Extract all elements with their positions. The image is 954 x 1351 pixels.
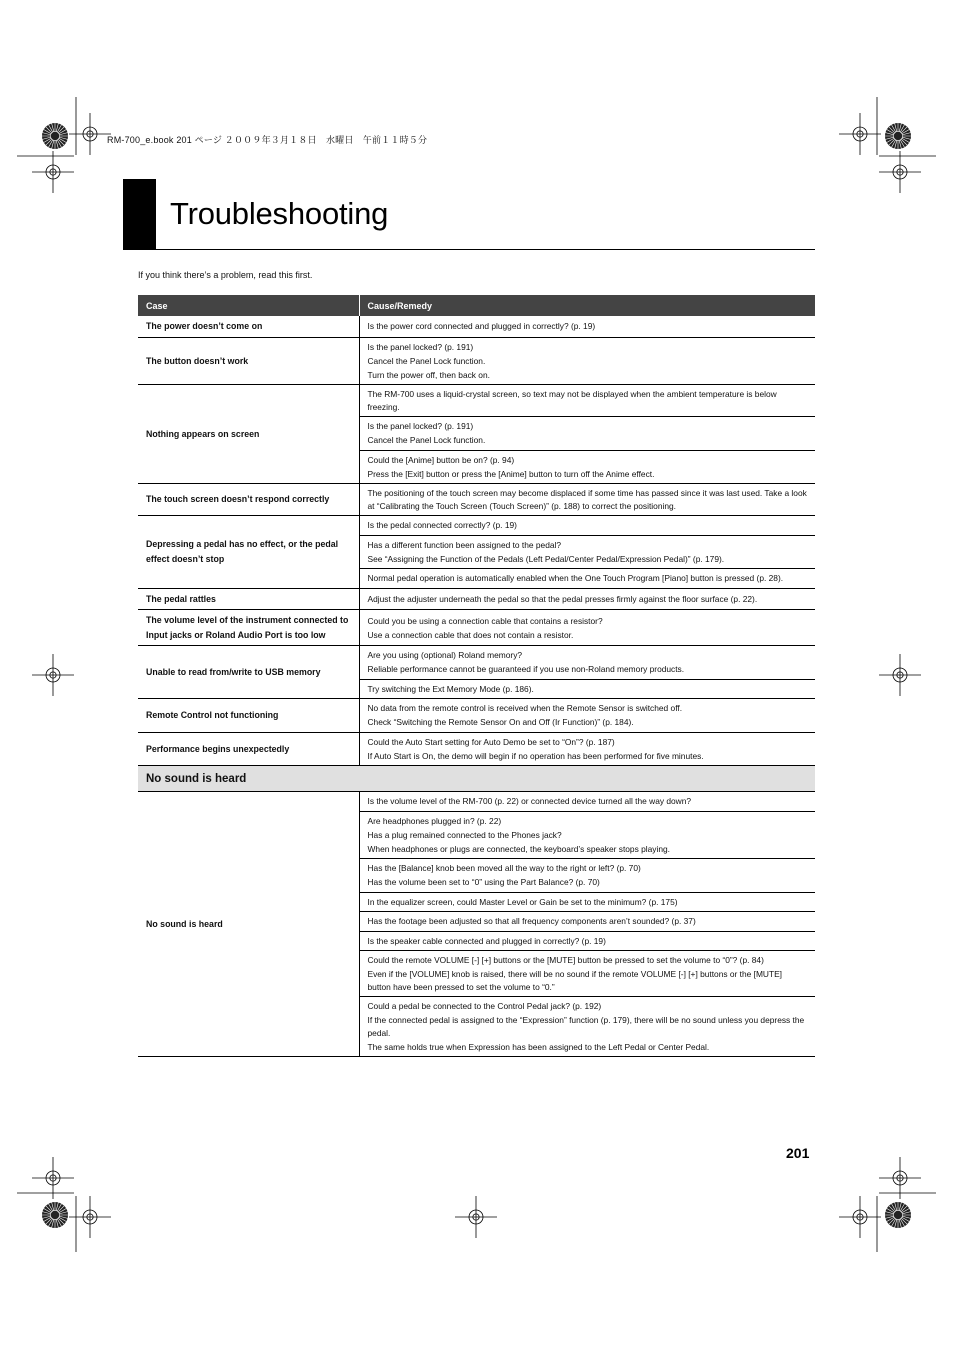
case-cell: The volume level of the instrument connected to Input jacks or Roland Audio Port is too low [138,610,359,646]
remedy-line: Is the pedal connected correctly? (p. 19) [367,520,517,531]
case-cell: The button doesn’t work [138,337,359,385]
section-heading-row [138,766,815,792]
remedy-cell [359,912,815,932]
remedy-line: When headphones or plugs are connected, the keyboard’s speaker stops playing. [367,843,670,854]
remedy-cell [359,792,815,812]
page-title: Troubleshooting [170,196,389,231]
remedy-cell [359,892,815,912]
remedy-cell [359,337,815,385]
table-row [138,516,815,536]
table-row [138,385,815,417]
remedy-line: Has the [Balance] knob been moved all the way to the right or left? (p. 70) [367,863,641,874]
case-cell: Performance begins unexpectedly [138,732,359,766]
remedy-line: In the equalizer screen, could Master Level or Gain be set to the minimum? (p. 175) [367,896,678,907]
case-cell: Remote Control not functioning [138,699,359,733]
table-row [138,316,815,337]
remedy-line: The RM-700 uses a liquid-crystal screen, so text may not be displayed when the ambient temperature is below freezing. [367,389,777,412]
remedy-line: Cancel the Panel Lock function. [367,355,486,366]
remedy-line: Could the remote VOLUME [-] [+] buttons or the [MUTE] button be pressed to set the volume to “0”? (p. 84) [367,955,764,966]
remedy-line: Is the power cord connected and plugged in correctly? (p. 19) [367,321,596,332]
column-header-case: Case [138,295,359,316]
remedy-line: Are headphones plugged in? (p. 22) [367,815,502,826]
page-number: 201 [786,1145,810,1161]
remedy-cell [359,417,815,451]
remedy-line: Has a plug remained connected to the Phones jack? [367,829,562,840]
remedy-line: See “Assigning the Function of the Pedals (Left Pedal/Center Pedal/Expression Pedal)” (p. 179). [367,553,725,564]
remedy-line: Is the panel locked? (p. 191) [367,341,474,352]
remedy-cell [359,732,815,766]
remedy-cell [359,569,815,589]
remedy-line: Use a connection cable that does not contain a resistor. [367,629,574,640]
remedy-cell [359,646,815,680]
case-cell: The power doesn’t come on [138,316,359,337]
case-cell: The touch screen doesn’t respond correctly [138,484,359,516]
remedy-cell [359,316,815,337]
remedy-cell [359,450,815,484]
remedy-cell [359,516,815,536]
case-cell: Depressing a pedal has no effect, or the pedal effect doesn’t stop [138,516,359,589]
remedy-line: Adjust the adjuster underneath the pedal so that the pedal presses firmly against the floor surface (p. 22). [367,593,758,604]
remedy-cell [359,859,815,893]
remedy-line: No data from the remote control is received when the Remote Sensor is switched off. [367,703,683,714]
table-row [138,588,815,610]
remedy-cell [359,484,815,516]
case-cell: The pedal rattles [138,588,359,610]
remedy-line: Has the footage been adjusted so that all frequency components aren’t sounded? (p. 37) [367,916,696,927]
book-info-header: RM-700_e.book 201 ページ ２００９年３月１８日 水曜日 午前１１時５分 [107,135,428,145]
title-black-tab [123,179,156,249]
remedy-line: Turn the power off, then back on. [367,369,490,380]
remedy-cell [359,811,815,859]
case-cell: Nothing appears on screen [138,385,359,484]
remedy-cell [359,679,815,699]
remedy-line: The same holds true when Expression has been assigned to the Left Pedal or Center Pedal. [367,1041,710,1052]
remedy-cell [359,997,815,1057]
remedy-line: Has the volume been set to “0” using the Part Balance? (p. 70) [367,877,600,888]
remedy-line: Could you be using a connection cable that contains a resistor? [367,615,603,626]
remedy-line: If the connected pedal is assigned to the “Expression” function (p. 179), there will be no sound unless you depress the pedal. [367,1015,805,1038]
remedy-line: Could the Auto Start setting for Auto Demo be set to “On”? (p. 187) [367,736,615,747]
remedy-line: Normal pedal operation is automatically enabled when the One Touch Program [Piano] button is pressed (p. 28). [367,573,784,584]
remedy-line: Are you using (optional) Roland memory? [367,650,523,661]
table-row [138,610,815,646]
remedy-cell [359,385,815,417]
remedy-cell [359,699,815,733]
remedy-line: Is the panel locked? (p. 191) [367,421,474,432]
remedy-cell [359,931,815,951]
table-row [138,732,815,766]
troubleshooting-table [138,295,815,1057]
remedy-line: The positioning of the touch screen may become displaced if some time has passed since it was last used. Take a look at “Calibrating the Touch Screen (Touch Screen)” (p. 188) to correct the positioning. [367,488,807,511]
section-heading: No sound is heard [138,766,815,792]
remedy-line: Reliable performance cannot be guaranteed if you use non-Roland memory products. [367,664,685,675]
column-header-remedy: Cause/Remedy [359,295,815,316]
case-cell: Unable to read from/write to USB memory [138,646,359,699]
remedy-line: Even if the [VOLUME] knob is raised, there will be no sound if the remote VOLUME [-] [+] buttons or the [MUTE] button have been pressed to set the volume to “0.” [367,969,783,992]
remedy-line: Try switching the Ext Memory Mode (p. 186). [367,683,534,694]
table-row [138,337,815,385]
remedy-line: Could the [Anime] button be on? (p. 94) [367,454,515,465]
remedy-line: Is the volume level of the RM-700 (p. 22) or connected device turned all the way down? [367,796,692,807]
title-rule [123,249,815,250]
remedy-cell [359,610,815,646]
remedy-line: Cancel the Panel Lock function. [367,435,486,446]
table-row [138,646,815,680]
table-row [138,484,815,516]
remedy-line: Has a different function been assigned to the pedal? [367,539,562,550]
remedy-line: Is the speaker cable connected and plugged in correctly? (p. 19) [367,935,606,946]
case-cell: No sound is heard [138,792,359,1057]
remedy-line: Check “Switching the Remote Sensor On and Off (Ir Function)” (p. 184). [367,717,634,728]
remedy-line: If Auto Start is On, the demo will begin if no operation has been performed for five minutes. [367,750,704,761]
intro-text: If you think there’s a problem, read this first. [138,270,313,280]
table-row [138,699,815,733]
remedy-line: Could a pedal be connected to the Control Pedal jack? (p. 192) [367,1001,602,1012]
table-row [138,792,815,812]
remedy-cell [359,951,815,997]
remedy-line: Press the [Exit] button or press the [Anime] button to turn off the Anime effect. [367,468,655,479]
remedy-cell [359,535,815,569]
table-header-row [138,295,815,316]
remedy-cell [359,588,815,610]
